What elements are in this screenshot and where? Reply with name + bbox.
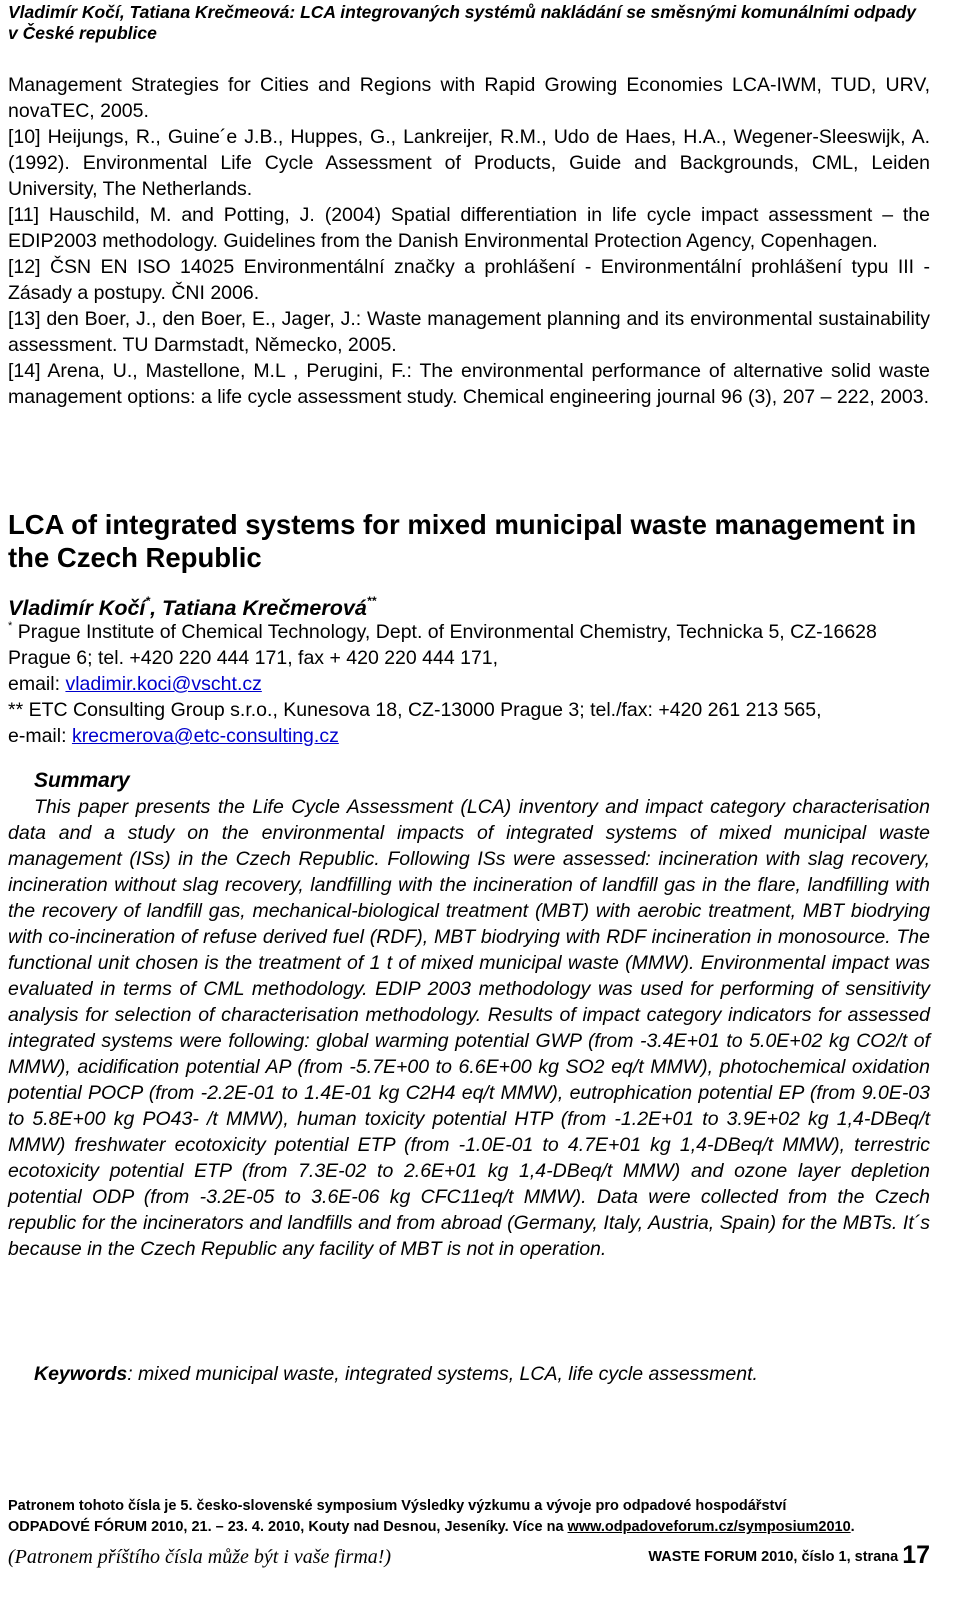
symposium-link[interactable]: www.odpadoveforum.cz/symposium2010 bbox=[567, 1519, 851, 1535]
affiliation-2-email: e-mail: krecmerova@etc-consulting.cz bbox=[8, 725, 339, 747]
reference-item: [10] Heijungs, R., Guine´e J.B., Huppes, G., Lankreijer, R.M., Udo de Haes, H.A., Wegener-Sleeswijk, A.(1992). Environmental Life Cycle Assessment of Products, Guide and Backgrounds, CML, Leiden University, The Netherlands. bbox=[8, 126, 930, 200]
author-mark: ** bbox=[366, 594, 377, 608]
reference-item: [14] Arena, U., Mastellone, M.L , Perugini, F.: The environmental performance of alternative solid waste management options: a life cycle assessment study. Chemical engineering journal 96 (3), 207 – 222, 2003. bbox=[8, 360, 930, 408]
summary-heading: Summary bbox=[34, 769, 130, 792]
keywords bbox=[34, 1361, 930, 1387]
email-link[interactable]: vladimir.koci@vscht.cz bbox=[65, 673, 262, 695]
reference-item: [11] Hauschild, M. and Potting, J. (2004) Spatial differentiation in life cycle impact assessment – the EDIP2003 methodology. Guidelines from the Danish Environmental Protection Agency, Copenhagen. bbox=[8, 204, 930, 252]
article-title: LCA of integrated systems for mixed municipal waste management in the Czech Republic bbox=[8, 509, 917, 573]
author-mark: * bbox=[145, 594, 151, 608]
keywords-label: Keywords bbox=[34, 1363, 128, 1385]
affiliations bbox=[8, 613, 930, 749]
author-name: Tatiana Krečmerová bbox=[162, 596, 367, 620]
reference-list bbox=[8, 72, 930, 410]
page-number: 17 bbox=[902, 1541, 930, 1569]
footer-bottom bbox=[8, 1541, 930, 1571]
affiliation-mark: * bbox=[8, 620, 13, 632]
summary-section bbox=[8, 768, 930, 1262]
reference-item: Management Strategies for Cities and Regions with Rapid Growing Economies LCA-IWM, TUD, URV, novaTEC, 2005. bbox=[8, 74, 930, 122]
author-separator: , bbox=[150, 596, 163, 620]
affiliation-2: ** ETC Consulting Group s.r.o., Kunesova 18, CZ-13000 Prague 3; tel./fax: +420 261 213 565, bbox=[8, 699, 822, 721]
email-link[interactable]: krecmerova@etc-consulting.cz bbox=[71, 725, 339, 747]
reference-item: [12] ČSN EN ISO 14025 Environmentální značky a prohlášení - Environmentální prohlášení typu III - Zásady a postupy. ČNI 2006. bbox=[8, 256, 930, 304]
summary-text: This paper presents the Life Cycle Assessment (LCA) inventory and impact category characterisation data and a study on the environmental impacts of integrated systems of mixed municipal waste management (ISs) in the Czech Republic. Following ISs were assessed: incineration with slag recovery, incineration without slag recovery, landfilling with the incineration of landfill gas in the flare, landfilling with the recovery of landfill gas, mechanical-biological treatment (MBT) with aerobic treatment, MBT biodrying with co-incineration of refuse derived fuel (RDF), MBT biodrying with RDF incineration in monosource. The functional unit chosen is the treatment of 1 t of mixed municipal waste (MMW). Environmental impact was evaluated in terms of CML methodology. EDIP 2003 methodology was used for performing of sensitivity analysis for selection of characterisation methodology. Results of impact category indicators for assessed integrated systems were following: global warming potential GWP (from -3.4E+01 to 5.0E+02 kg CO2/t of MMW), acidification potential AP (from -5.7E+00 to 6.6E+00 kg SO2 eq/t MMW), photochemical oxidation potential POCP (from -2.2E-01 to 1.4E-01 kg C2H4 eq/t MMW), eutrophication potential EP (from 9.0E-03 to 5.8E+00 kg PO43- /t MMW), human toxicity potential HTP (from -1.2E+01 to 3.9E+02 kg 1,4-DBeq/t MMW) freshwater ecotoxicity potential ETP (from -1.0E-01 to 4.7E+01 kg 1,4-DBeq/t MMW), terrestric ecotoxicity potential ETP (from 7.3E-02 to 2.6E+01 kg 1,4-DBeq/t MMW) and ozone layer depletion potential ODP (from -3.2E-05 to 3.6E-06 kg CFC11eq/t MMW). Data were collected from the Czech republic for the incinerators and landfills and from abroad (Germany, Italy, Austria, Spain) for the MBTs. It´s because in the Czech Republic any facility of MBT is not in operation. bbox=[8, 796, 930, 1260]
footer-sponsor-line: Patronem tohoto čísla je 5. česko-slovenské symposium Výsledky výzkumu a vývoje pro odpadové hospodářství bbox=[8, 1498, 787, 1514]
affiliation-1: * Prague Institute of Chemical Technology, Dept. of Environmental Chemistry, Technicka 5, CZ-16628 Prague 6; tel. +420 220 444 171, fax + 420 220 444 171, bbox=[8, 620, 877, 669]
footer-note: (Patronem příštího čísla může být i vaše firma!) bbox=[8, 1546, 392, 1568]
author-name: Vladimír Kočí bbox=[8, 596, 146, 620]
running-head: Vladimír Kočí, Tatiana Krečmeová: LCA integrovaných systémů nakládání se směsnými komunálními odpady v České republice bbox=[8, 2, 917, 43]
affiliation-1-email: email: vladimir.koci@vscht.cz bbox=[8, 673, 262, 695]
journal-info: WASTE FORUM 2010, číslo 1, strana 17 bbox=[648, 1541, 930, 1569]
footer-event-line: ODPADOVÉ FÓRUM 2010, 21. – 23. 4. 2010, Kouty nad Desnou, Jeseníky. Více na www.odpadoveforum.cz/symposium2010. bbox=[8, 1519, 855, 1535]
keywords-text: : mixed municipal waste, integrated systems, LCA, life cycle assessment. bbox=[127, 1363, 758, 1385]
reference-item: [13] den Boer, J., den Boer, E., Jager, J.: Waste management planning and its environmental sustainability assessment. TU Darmstadt, Německo, 2005. bbox=[8, 308, 930, 356]
